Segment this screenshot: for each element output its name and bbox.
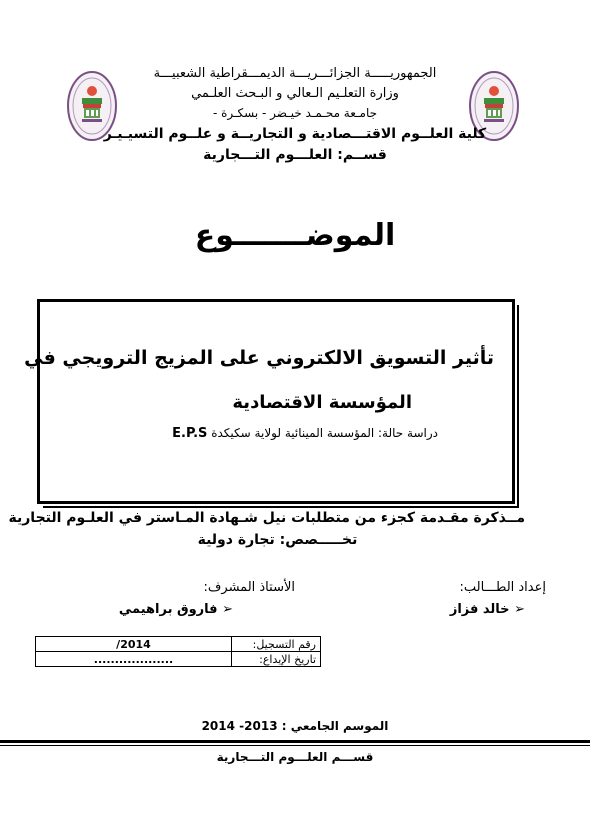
bullet-arrow-icon: ➢ xyxy=(222,602,233,617)
subject-heading: الموضـــــــوع xyxy=(194,218,396,253)
student-name-line xyxy=(450,602,525,617)
registration-table xyxy=(35,636,321,667)
supervisor-label: الأستاذ المشرف: xyxy=(203,580,295,595)
specialization: تخـــــصص: تجارة دولية xyxy=(197,532,358,548)
deposit-date-value: ................... xyxy=(36,652,232,667)
case-study xyxy=(172,426,438,441)
footer-department: قســـم العلـــوم التـــجارية xyxy=(216,750,374,764)
academic-year: الموسم الجامعي : 2013- 2014 xyxy=(201,719,389,733)
department-name: قســم: العلـــوم التـــجارية xyxy=(203,147,387,163)
republic-name: الجمهوريـــــة الجزائـــريـــة الديمـــقراطية الشعبيـــة xyxy=(153,66,437,81)
registration-number-label: رقم التسجيل: xyxy=(232,637,321,652)
thesis-title-line2: المؤسسة الاقتصادية xyxy=(232,392,412,413)
bullet-arrow-icon: ➢ xyxy=(514,602,525,617)
footer-divider-thick xyxy=(0,740,590,743)
case-study-text: دراسة حالة: المؤسسة المينائية لولاية سكيكدة xyxy=(211,426,438,440)
supervisor-name: فاروق براهيمي xyxy=(118,602,218,617)
deposit-date-label: تاريخ الإيداع: xyxy=(232,652,321,667)
memo-description: مــذكرة مقـدمة كجزء من متطلبات نيل شـهادة المـاستر في العلـوم التجارية xyxy=(8,510,525,526)
table-row xyxy=(36,652,321,667)
case-study-code: E.P.S xyxy=(172,426,208,441)
footer-divider-thin xyxy=(0,745,590,746)
table-row xyxy=(36,637,321,652)
thesis-title-line1: تأثير التسويق الالكتروني على المزيج الترويجي في xyxy=(24,347,494,369)
registration-number-value: /2014 xyxy=(36,637,232,652)
ministry-name: وزارة التعلـيم الـعالي و البـحث العلـمي xyxy=(191,86,399,101)
student-name: خالد فزاز xyxy=(449,602,510,617)
student-label: إعداد الطـــالب: xyxy=(459,580,546,595)
faculty-name: كلية العلــوم الاقتـــصادية و التجاريــة و علــوم التسيـيـر xyxy=(103,126,487,142)
supervisor-name-line xyxy=(119,602,233,617)
university-name: جامـعة محـمـد خيـضر - بسكـرة - xyxy=(212,106,378,120)
